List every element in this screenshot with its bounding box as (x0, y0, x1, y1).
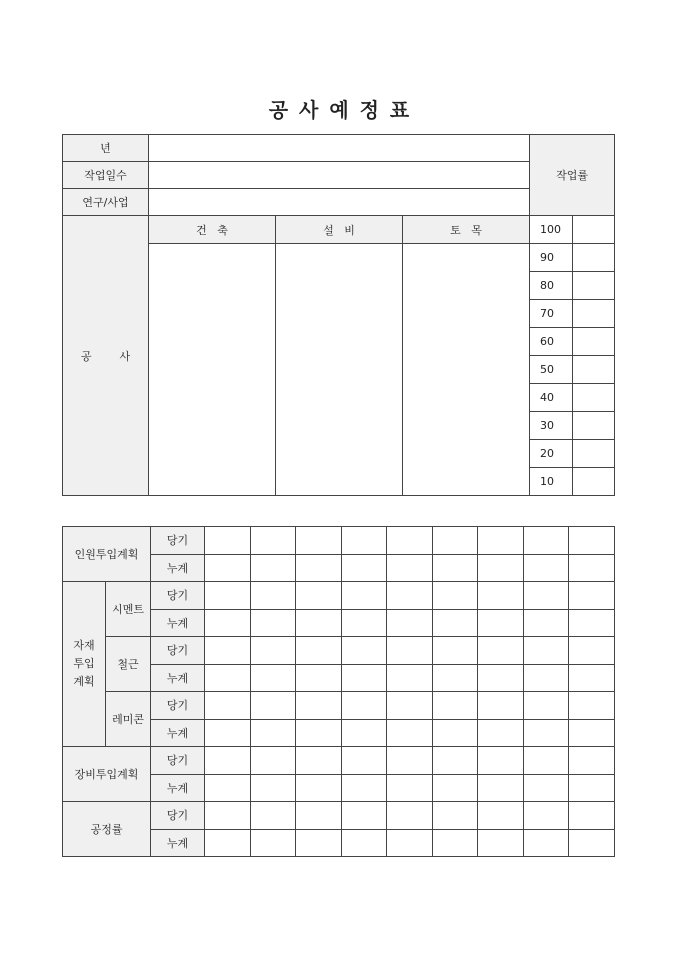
data-cell[interactable] (387, 719, 433, 747)
material-plan-line: 자재 (73, 639, 95, 652)
research-business-value-cell[interactable] (149, 189, 530, 216)
data-cell[interactable] (205, 554, 251, 582)
data-cell[interactable] (387, 774, 433, 802)
data-cell[interactable] (569, 527, 615, 555)
data-cell[interactable] (342, 802, 387, 830)
construction-label: 공 사 (63, 216, 149, 496)
data-cell[interactable] (251, 774, 296, 802)
data-cell[interactable] (205, 527, 251, 555)
data-cell[interactable] (478, 774, 524, 802)
data-cell[interactable] (524, 719, 569, 747)
data-cell[interactable] (569, 829, 615, 857)
data-cell[interactable] (296, 664, 342, 692)
period-cumulative-label: 누계 (151, 774, 205, 802)
data-cell[interactable] (524, 692, 569, 720)
pct-cell[interactable] (573, 244, 615, 272)
data-cell[interactable] (478, 554, 524, 582)
data-cell[interactable] (387, 692, 433, 720)
cement-label: 시멘트 (106, 582, 151, 637)
data-cell[interactable] (478, 747, 524, 775)
pct-cell[interactable] (573, 384, 615, 412)
data-cell[interactable] (524, 829, 569, 857)
data-cell[interactable] (342, 774, 387, 802)
pct-label: 70 (530, 300, 573, 328)
data-cell[interactable] (569, 774, 615, 802)
data-cell[interactable] (478, 664, 524, 692)
data-cell[interactable] (205, 747, 251, 775)
data-cell[interactable] (342, 554, 387, 582)
pct-cell[interactable] (573, 468, 615, 496)
data-cell[interactable] (569, 582, 615, 610)
pct-label: 100 (530, 216, 573, 244)
period-current-label: 당기 (151, 747, 205, 775)
data-cell[interactable] (433, 802, 478, 830)
pct-label: 20 (530, 440, 573, 468)
data-cell[interactable] (205, 829, 251, 857)
data-cell[interactable] (205, 774, 251, 802)
data-cell[interactable] (251, 692, 296, 720)
data-cell[interactable] (251, 609, 296, 637)
rebar-label: 철근 (106, 637, 151, 692)
data-cell[interactable] (569, 554, 615, 582)
data-cell[interactable] (433, 664, 478, 692)
data-cell[interactable] (296, 719, 342, 747)
data-cell[interactable] (205, 609, 251, 637)
data-cell[interactable] (342, 719, 387, 747)
data-cell[interactable] (433, 582, 478, 610)
data-cell[interactable] (478, 527, 524, 555)
data-cell[interactable] (296, 747, 342, 775)
data-cell[interactable] (569, 664, 615, 692)
data-cell[interactable] (205, 582, 251, 610)
data-cell[interactable] (251, 719, 296, 747)
data-cell[interactable] (569, 747, 615, 775)
manpower-plan-label: 인원투입계획 (63, 527, 151, 582)
work-days-label: 작업일수 (63, 162, 149, 189)
pct-cell[interactable] (573, 328, 615, 356)
data-cell[interactable] (433, 692, 478, 720)
data-cell[interactable] (251, 582, 296, 610)
work-days-value-cell[interactable] (149, 162, 530, 189)
data-cell[interactable] (387, 802, 433, 830)
material-plan-line: 계획 (73, 675, 95, 688)
equipment-cell[interactable] (276, 244, 403, 496)
data-cell[interactable] (433, 774, 478, 802)
data-cell[interactable] (205, 664, 251, 692)
data-cell[interactable] (433, 609, 478, 637)
period-current-label: 당기 (151, 582, 205, 610)
progress-rate-label: 공정률 (63, 802, 151, 857)
data-cell[interactable] (387, 527, 433, 555)
data-cell[interactable] (387, 554, 433, 582)
data-cell[interactable] (433, 637, 478, 665)
data-cell[interactable] (524, 527, 569, 555)
data-cell[interactable] (251, 637, 296, 665)
data-cell[interactable] (387, 747, 433, 775)
period-current-label: 당기 (151, 527, 205, 555)
data-cell[interactable] (251, 802, 296, 830)
data-cell[interactable] (342, 829, 387, 857)
data-cell[interactable] (296, 802, 342, 830)
data-cell[interactable] (205, 802, 251, 830)
civil-header: 토 목 (403, 216, 530, 244)
data-cell[interactable] (387, 609, 433, 637)
data-cell[interactable] (342, 582, 387, 610)
pct-cell[interactable] (573, 412, 615, 440)
data-cell[interactable] (524, 802, 569, 830)
equipment-header: 설 비 (276, 216, 403, 244)
data-cell[interactable] (524, 609, 569, 637)
remicon-label: 레미콘 (106, 692, 151, 747)
equipment-plan-label: 장비투입계획 (63, 747, 151, 802)
data-cell[interactable] (205, 719, 251, 747)
data-cell[interactable] (251, 527, 296, 555)
data-cell[interactable] (387, 829, 433, 857)
pct-label: 60 (530, 328, 573, 356)
schedule-summary-table (62, 134, 615, 496)
data-cell[interactable] (342, 692, 387, 720)
data-cell[interactable] (251, 664, 296, 692)
data-cell[interactable] (478, 829, 524, 857)
period-cumulative-label: 누계 (151, 609, 205, 637)
data-cell[interactable] (342, 637, 387, 665)
data-cell[interactable] (296, 829, 342, 857)
year-value-cell[interactable] (149, 135, 530, 162)
data-cell[interactable] (251, 554, 296, 582)
data-cell[interactable] (524, 554, 569, 582)
data-cell[interactable] (478, 692, 524, 720)
data-cell[interactable] (569, 692, 615, 720)
data-cell[interactable] (569, 719, 615, 747)
data-cell[interactable] (296, 692, 342, 720)
data-cell[interactable] (433, 747, 478, 775)
pct-label: 40 (530, 384, 573, 412)
data-cell[interactable] (569, 802, 615, 830)
data-cell[interactable] (205, 692, 251, 720)
data-cell[interactable] (478, 637, 524, 665)
period-current-label: 당기 (151, 692, 205, 720)
pct-label: 80 (530, 272, 573, 300)
year-label: 년 (63, 135, 149, 162)
period-cumulative-label: 누계 (151, 719, 205, 747)
research-business-label: 연구/사업 (63, 189, 149, 216)
period-current-label: 당기 (151, 802, 205, 830)
data-cell[interactable] (342, 527, 387, 555)
material-plan-label (63, 582, 106, 747)
pct-cell[interactable] (573, 356, 615, 384)
data-cell[interactable] (296, 527, 342, 555)
period-current-label: 당기 (151, 637, 205, 665)
data-cell[interactable] (251, 747, 296, 775)
pct-label: 30 (530, 412, 573, 440)
pct-label: 90 (530, 244, 573, 272)
data-cell[interactable] (296, 582, 342, 610)
data-cell[interactable] (433, 829, 478, 857)
data-cell[interactable] (342, 747, 387, 775)
pct-cell[interactable] (573, 300, 615, 328)
data-cell[interactable] (478, 719, 524, 747)
data-cell[interactable] (387, 664, 433, 692)
data-cell[interactable] (205, 637, 251, 665)
data-cell[interactable] (478, 802, 524, 830)
pct-label: 50 (530, 356, 573, 384)
period-cumulative-label: 누계 (151, 829, 205, 857)
data-cell[interactable] (251, 829, 296, 857)
data-cell[interactable] (387, 582, 433, 610)
data-cell[interactable] (524, 582, 569, 610)
architecture-header: 건 축 (149, 216, 276, 244)
data-cell[interactable] (342, 609, 387, 637)
data-cell[interactable] (524, 747, 569, 775)
period-cumulative-label: 누계 (151, 664, 205, 692)
data-cell[interactable] (478, 609, 524, 637)
period-cumulative-label: 누계 (151, 554, 205, 582)
data-cell[interactable] (296, 774, 342, 802)
data-cell[interactable] (433, 719, 478, 747)
input-plan-table (62, 526, 615, 857)
data-cell[interactable] (524, 637, 569, 665)
data-cell[interactable] (524, 774, 569, 802)
work-rate-header: 작업률 (530, 135, 615, 216)
data-cell[interactable] (478, 582, 524, 610)
data-cell[interactable] (524, 664, 569, 692)
data-cell[interactable] (296, 554, 342, 582)
data-cell[interactable] (387, 637, 433, 665)
civil-cell[interactable] (403, 244, 530, 496)
data-cell[interactable] (569, 609, 615, 637)
data-cell[interactable] (433, 554, 478, 582)
material-plan-line: 투입 (73, 657, 95, 670)
pct-cell[interactable] (573, 440, 615, 468)
pct-cell[interactable] (573, 272, 615, 300)
data-cell[interactable] (296, 637, 342, 665)
page-title: 공 사 예 정 표 (268, 98, 412, 122)
pct-cell[interactable] (573, 216, 615, 244)
data-cell[interactable] (342, 664, 387, 692)
data-cell[interactable] (296, 609, 342, 637)
pct-label: 10 (530, 468, 573, 496)
data-cell[interactable] (569, 637, 615, 665)
architecture-cell[interactable] (149, 244, 276, 496)
data-cell[interactable] (433, 527, 478, 555)
